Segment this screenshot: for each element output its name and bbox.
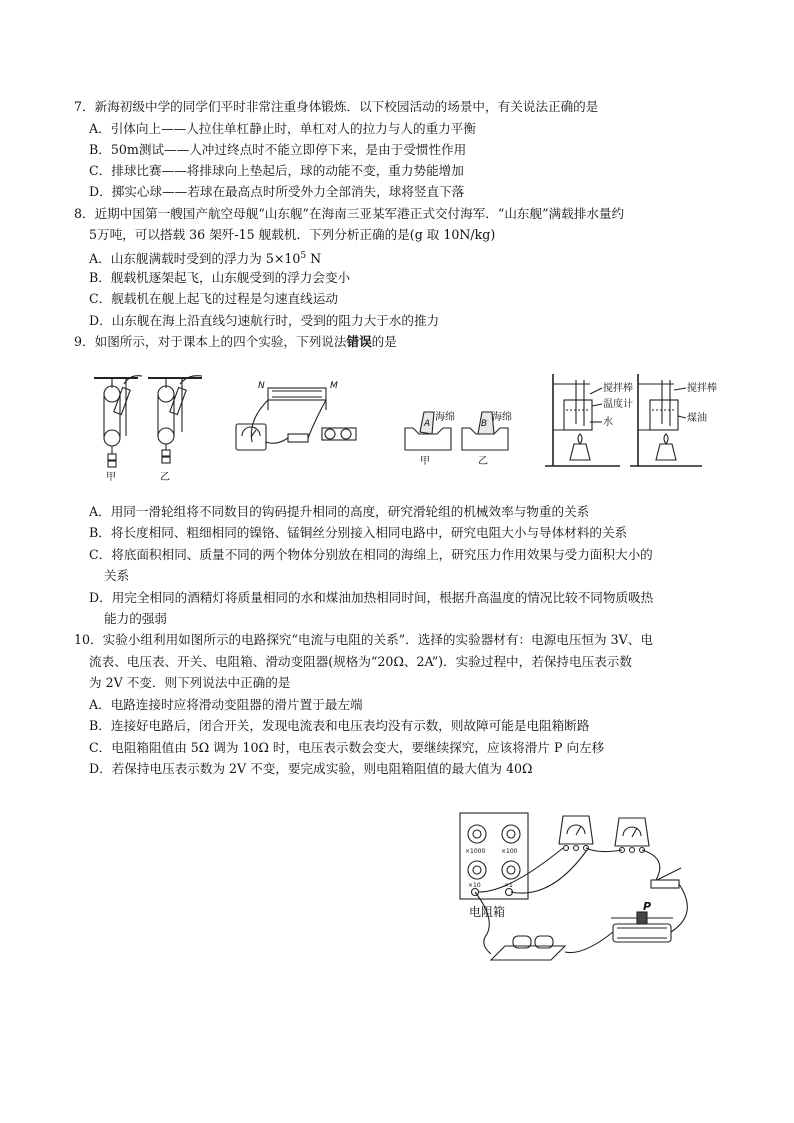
dial-label-x10: ×10	[468, 882, 481, 889]
q8-option-a	[89, 248, 321, 267]
dial-label-x100: ×100	[501, 848, 518, 855]
label-stir-rod-2: 搅拌棒	[687, 383, 717, 394]
q8-stem-line2: 5万吨，可以搭载 36 架歼-15 舰载机．下列分析正确的是(g 取 10N/kg)	[89, 227, 496, 242]
battery-holder	[491, 936, 565, 960]
label-sponge-1: 海绵	[435, 412, 455, 423]
q9-option-a: A．用同一滑轮组将不同数目的钩码提升相同的高度，研究滑轮组的机械效率与物重的关系	[89, 504, 590, 519]
sliding-rheostat	[611, 912, 673, 942]
q9-stem-end: 的是	[371, 334, 397, 349]
q9-option-d-line2: 能力的强弱	[104, 611, 167, 626]
q10-option-c: C．电阻箱阻值由 5Ω 调为 10Ω 时，电压表示数会变大，要继续探究，应该将滑片 P 向左移	[89, 740, 605, 755]
label-thermometer: 温度计	[603, 399, 633, 410]
q10-option-b: B．连接好电路后，闭合开关，发现电流表和电压表均没有示数，则故障可能是电阻箱断路	[89, 718, 590, 733]
q8-option-a-exponent: 5	[300, 251, 307, 261]
q9-stem-emphasis: 错误	[346, 334, 372, 349]
q10-option-d: D．若保持电压表示数为 2V 不变，要完成实验，则电阻箱阻值的最大值为 40Ω	[89, 761, 533, 776]
q8-option-c: C．舰载机在舰上起飞的过程是匀速直线运动	[89, 291, 338, 306]
label-resistance-box: 电阻箱	[469, 905, 506, 919]
dial-label-x1000: ×1000	[465, 848, 486, 855]
q7-option-d: D．掷实心球——若球在最高点时所受外力全部消失，球将竖直下落	[89, 184, 465, 199]
voltmeter	[615, 818, 649, 853]
pulley-system-yi	[148, 376, 202, 463]
q7-stem: 7．新海初级中学的同学们平时非常注重身体锻炼．以下校园活动的场景中，有关说法正确的是	[74, 99, 599, 114]
q9-option-b: B．将长度相同、粗细相同的镍铬、锰铜丝分别接入相同电路中，研究电阻大小与导体材料的关系	[89, 525, 628, 540]
q10-option-a: A．电路连接时应将滑动变阻器的滑片置于最左端	[89, 697, 363, 712]
resistance-wire-circuit	[236, 388, 356, 450]
q10-stem-line3: 为 2V 不变．则下列说法中正确的是	[89, 675, 291, 690]
label-slider-p: P	[643, 900, 652, 913]
q9-stem-text: 9．如图所示，对于课本上的四个实验，下列说法	[74, 334, 347, 349]
label-kerosene: 煤油	[687, 413, 707, 424]
label-sponge-yi: 乙	[478, 456, 488, 467]
q8-option-a-unit: N	[306, 251, 322, 266]
q7-option-b: B．50m测试——人冲过终点时不能立即停下来，是由于受惯性作用	[89, 142, 467, 157]
label-stir-rod-1: 搅拌棒	[603, 383, 633, 394]
q8-stem-line1: 8．近期中国第一艘国产航空母舰“山东舰”在海南三亚某军港正式交付海军．“山东舰”满载排水量约	[74, 206, 625, 221]
q7-option-a: A．引体向上——人拉住单杠静止时，单杠对人的拉力与人的重力平衡	[89, 121, 476, 136]
q9-stem	[74, 334, 397, 350]
dial-label-x1: ×1	[504, 882, 513, 889]
label-sponge-2: 海绵	[492, 412, 512, 423]
label-m: M	[330, 381, 338, 391]
switch	[651, 868, 681, 888]
q10-stem-line2: 流表、电压表、开关、电阻箱、滑动变阻器(规格为“20Ω、2A”)．实验过程中，若保持电压表示数	[89, 654, 632, 669]
q9-option-c-line1: C．将底面积相同、质量不同的两个物体分别放在相同的海绵上，研究压力作用效果与受力面积大小的	[89, 547, 653, 562]
label-pulley-yi: 乙	[160, 472, 170, 483]
label-sponge-jia: 甲	[420, 456, 430, 467]
q8-option-b: B．舰载机逐架起飞，山东舰受到的浮力会变小	[89, 270, 351, 285]
q7-option-c: C．排球比赛——将排球向上垫起后，球的动能不变，重力势能增加	[89, 163, 464, 178]
pulley-system-jia	[94, 376, 142, 467]
label-block-a: A	[424, 419, 431, 429]
q8-option-d: D．山东舰在海上沿直线匀速航行时，受到的阻力大于水的推力	[89, 313, 440, 328]
q9-experiments-figure	[90, 366, 730, 484]
label-n: N	[258, 381, 265, 391]
q9-option-c-line2: 关系	[104, 568, 130, 583]
label-water: 水	[603, 417, 613, 428]
label-pulley-jia: 甲	[106, 472, 116, 483]
q9-option-d-line1: D．用完全相同的酒精灯将质量相同的水和煤油加热相同时间，根据升高温度的情况比较不同物质吸热	[89, 590, 654, 605]
ammeter	[559, 816, 593, 851]
q10-stem-line1: 10．实验小组利用如图所示的电路探究“电流与电阻的关系”．选择的实验器材有：电源电压恒为 3V、电	[74, 632, 653, 647]
label-block-b: B	[481, 419, 488, 429]
q10-circuit-figure	[455, 808, 700, 966]
q8-option-a-text: A．山东舰满载时受到的浮力为 5×10	[89, 251, 301, 266]
